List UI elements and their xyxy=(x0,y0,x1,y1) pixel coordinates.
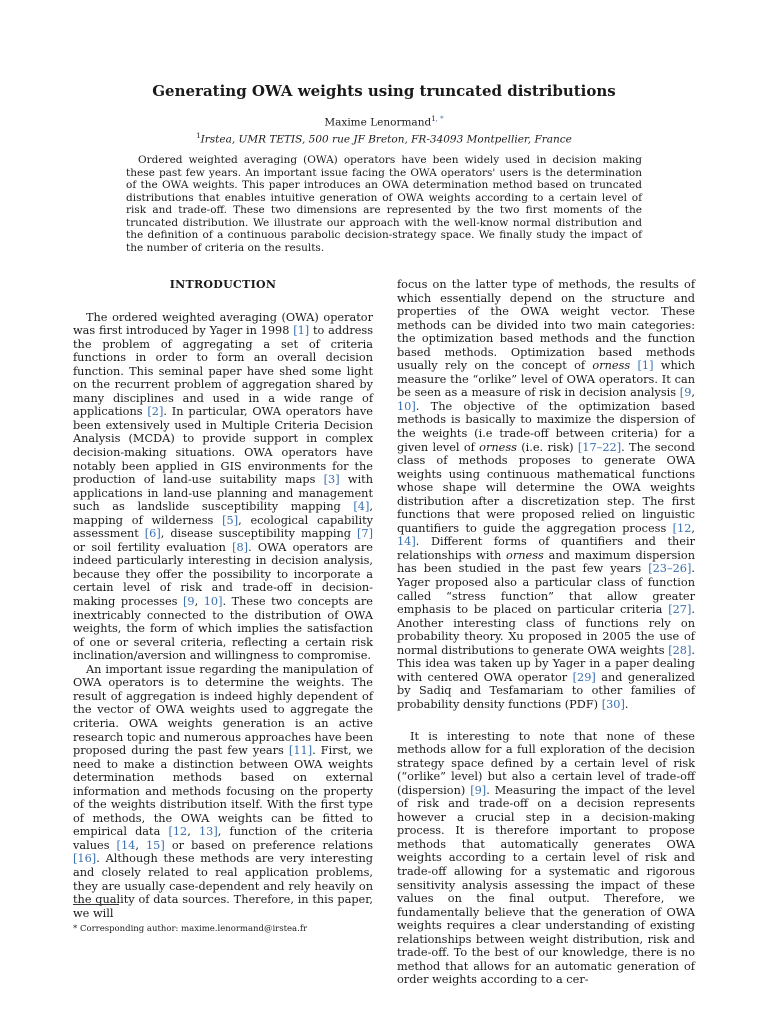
citation-link[interactable]: [6] xyxy=(144,527,161,541)
paper-title: Generating OWA weights using truncated distributions xyxy=(152,82,616,100)
citation-link[interactable]: [1] xyxy=(637,359,654,373)
citation-link[interactable]: [9 xyxy=(679,386,692,400)
citation-link[interactable]: [12 xyxy=(168,825,188,839)
author-corresponding-marker[interactable]: , * xyxy=(435,115,444,123)
citation-link[interactable]: [17–22] xyxy=(577,440,622,454)
citation-link[interactable]: [27] xyxy=(668,603,692,617)
citation-link[interactable]: [1] xyxy=(293,324,310,338)
intro-paragraph-2-cont: focus on the latter type of methods, the results of which essentially depend on the structure and properties of the OWA weight vector. These methods can be divided into two main categories: the optimization based methods and the function based methods. Optimization based methods usually rely on the concept of orness [1] which measure the “orlike” level of OWA operators. It can be seen as a measure of risk in decision analysis [9, 10]. The objective of the optimization based methods is basically to maximize the dispersion of the weights (i.e trade-off between criteria) for a given level of orness (i.e. risk) [17–22]. The second class of methods proposes to generate OWA weights using continuous mathematical functions whose shape will determine the OWA weights distribution after a discretization step. The first functions that were proposed relied on linguistic quantifiers to guide the aggregation process [12, 14]. Different forms of quantifiers and their relationships with orness and maximum dispersion has been studied in the past few years [23–26]. Yager proposed also a particular class of function called “stress function” that allow greater emphasis to be placed on particular criteria [27]. Another interesting class of functions rely on probability theory. Xu proposed in 2005 the use of normal distributions to generate OWA weights [28]. This idea was taken up by Yager in a paper dealing with centered OWA operator [29] and generalized by Sadiq and Tesfamariam to other families of probability density functions (PDF) [30]. xyxy=(397,278,695,711)
citation-link[interactable]: [2] xyxy=(147,405,164,419)
citation-link[interactable]: [28] xyxy=(668,643,692,657)
footnote-rule xyxy=(73,904,119,905)
citation-link[interactable]: [5] xyxy=(222,513,239,527)
citation-link[interactable]: [23–26] xyxy=(648,562,692,576)
citation-link[interactable]: 14] xyxy=(397,535,416,549)
section-heading-introduction: INTRODUCTION xyxy=(169,278,277,291)
intro-paragraph-2: An important issue regarding the manipulation of OWA operators is to determine the weights. The result of aggregation is indeed highly dependent of the vector of OWA weights used to aggregate the criteria. OWA weights generation is an active research topic and numerous approaches have been proposed during the past few years [11]. First, we need to make a distinction between OWA weights determination methods based on external information and methods focusing on the property of the weights distribution itself. With the first type of methods, the OWA weights can be fitted to empirical data [12, 13], function of the criteria values [14, 15] or based on preference relations [16]. Although these methods are very interesting and closely related to real application problems, they are usually case-dependent and rely heavily on the quality of data sources. Therefore, in this paper, we will xyxy=(73,662,374,920)
citation-link[interactable]: [29] xyxy=(572,670,596,684)
citation-link[interactable]: 10] xyxy=(203,595,223,609)
citation-link[interactable]: [12 xyxy=(672,521,692,535)
citation-link[interactable]: 10] xyxy=(397,399,416,413)
citation-link[interactable]: [8] xyxy=(232,540,249,554)
intro-paragraph-1: The ordered weighted averaging (OWA) operator was first introduced by Yager in 1998 [1] to address the problem of aggregating a set of criteria functions in order to form an overall decision function. This seminal paper have shed some light on the recurrent problem of aggregation shared by many disciplines and used in a wide range of applications [2]. In particular, OWA operators have been extensively used in Multiple Criteria Decision Analysis (MCDA) to provide support in complex decision-making situations. OWA operators have notably been applied in GIS environments for the production of land-use suitability maps [3] with applications in land-use planning and management such as landslide susceptibility mapping [4], mapping of wilderness [5], ecological capability assessment [6], disease susceptibility mapping [7] or soil fertility evaluation [8]. OWA operators are indeed particularly interesting in decision analysis, because they offer the possibility to incorporate a certain level of risk and trade-off in decision-making processes [9, 10]. These two concepts are inextricably connected to the distribution of OWA weights, the form of which implies the satisfaction of one or several criteria, reflecting a certain risk inclination/aversion and willingness to compromise. xyxy=(73,310,374,663)
footnote-corresponding-author: * Corresponding author: maxime.lenormand@irstea.fr xyxy=(73,924,308,934)
citation-link[interactable]: [9] xyxy=(470,783,487,797)
citation-link[interactable]: [3] xyxy=(323,473,340,487)
citation-link[interactable]: [7] xyxy=(356,527,373,541)
author-affil-marker: 1 xyxy=(431,115,436,123)
citation-link[interactable]: 15] xyxy=(145,838,165,852)
affiliation-marker: 1 xyxy=(196,132,201,140)
citation-link[interactable]: [30] xyxy=(601,697,625,711)
right-column xyxy=(397,278,695,987)
intro-paragraph-3: It is interesting to note that none of these methods allow for a full exploration of the decision strategy space defined by a certain level of risk (“orlike” level) but also a certain level of trade-off (dispersion) [9]. Measuring the impact of the level of risk and trade-off on a decision represents however a crucial step in a decision-making process. It is therefore important to propose methods that automatically generates OWA weights according to a certain level of risk and trade-off allowing for a systematic and rigorous sensitivity analysis assessing the impact of these values on the final output. Therefore, we fundamentally believe that the generation of OWA weights requires a clear understanding of existing relationships between weight distribution, risk and trade-off. To the best of our knowledge, there is no method that allows for an automatic generation of order weights according to a cer- xyxy=(397,729,695,987)
abstract: Ordered weighted averaging (OWA) operators have been widely used in decision making these past few years. An important issue facing the OWA operators' users is the determination of the OWA weights. This paper introduces an OWA determination method based on truncated distributions that enables intuitive generation of OWA weights according to a certain level of risk and trade-off. These two dimensions are represented by the two first moments of the truncated distribution. We illustrate our approach with the well-know normal distribution and the definition of a continuous parabolic decision-strategy space. We finally study the impact of the number of criteria on the results. xyxy=(126,154,642,254)
citation-link[interactable]: [16] xyxy=(73,852,97,866)
citation-link[interactable]: [4] xyxy=(353,500,370,514)
citation-link[interactable]: 13] xyxy=(198,825,218,839)
citation-link[interactable]: [11] xyxy=(288,744,313,758)
affiliation-line xyxy=(0,132,768,146)
author-line xyxy=(0,115,768,129)
affiliation-text: Irstea, UMR TETIS, 500 rue JF Breton, FR-34093 Montpellier, France xyxy=(200,133,572,146)
author-name: Maxime Lenormand xyxy=(324,116,432,129)
paragraph-gap xyxy=(397,712,695,730)
citation-link[interactable]: [9 xyxy=(182,595,195,609)
citation-link[interactable]: [14 xyxy=(116,838,136,852)
left-column xyxy=(73,278,373,920)
